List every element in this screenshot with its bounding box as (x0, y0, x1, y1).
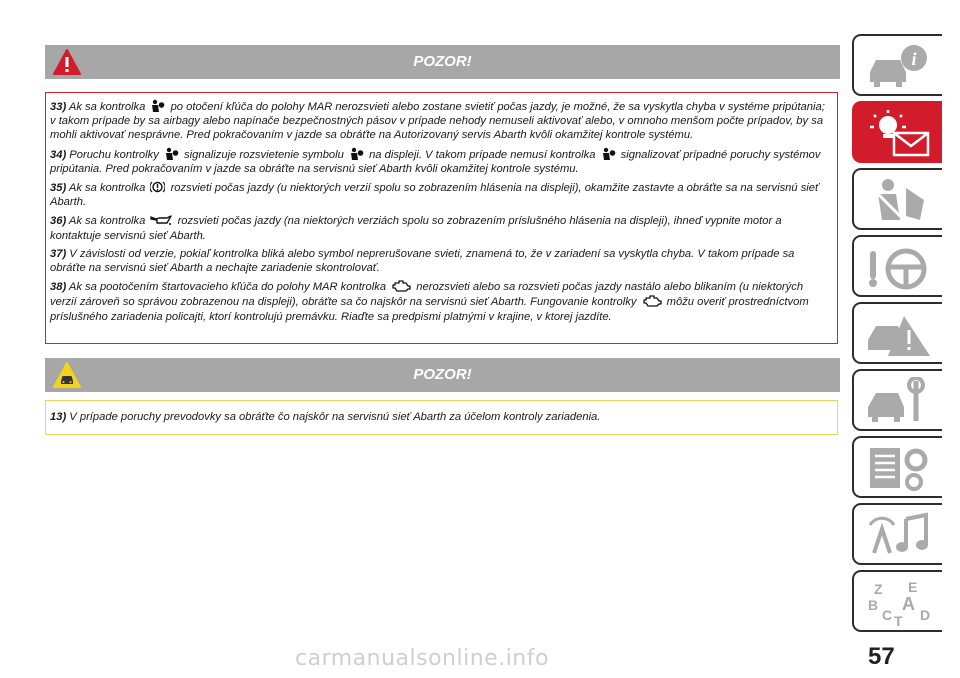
warning-box (45, 92, 838, 344)
paragraph-37 (50, 247, 831, 275)
caution-box (45, 400, 838, 435)
tab-car-info[interactable] (852, 34, 942, 96)
index-icon (866, 578, 932, 626)
tab-warning-lights[interactable] (852, 101, 942, 163)
index-letter: C (882, 607, 893, 623)
paragraph-text: Ak sa pootočením štartovacieho kľúča do polohy MAR kontrolka (68, 281, 387, 294)
watermark: carmanualsonline.info (295, 646, 549, 671)
paragraph-13 (50, 410, 831, 424)
paragraph-text: Ak sa kontrolka (68, 101, 146, 113)
oil-pressure-icon (150, 213, 172, 227)
paragraph-35 (50, 180, 831, 209)
maintenance-icon (866, 377, 932, 425)
paragraph-number: 37) (50, 247, 67, 260)
airbag-warning-icon (164, 147, 179, 161)
caution-header (45, 358, 840, 392)
index-letter: Z (874, 581, 883, 597)
paragraph-text: V prípade poruchy prevodovky sa obráťte čo najskôr na servisnú sieť Abarth za účelom kontroly zariadenia. (69, 411, 601, 423)
paragraph-34 (50, 147, 831, 176)
tab-index[interactable] (852, 570, 942, 632)
paragraph-text: na displeji. V takom prípade nemusí kontrolka (369, 148, 596, 161)
tab-maintenance[interactable] (852, 369, 942, 431)
engine-check-icon (391, 279, 411, 293)
svg-text:i: i (911, 49, 917, 69)
tab-multimedia[interactable] (852, 503, 942, 565)
airbag-warning-icon (349, 147, 364, 161)
paragraph-text: rozsvieti počas jazdy (na niektorých verziách spolu so zobrazením príslušného hlásenia na displeji), ihneď vypnite motor a kontaktuje servisnú sieť Abarth. (50, 215, 782, 242)
paragraph-text: nerozsvieti alebo sa rozsvieti počas jazdy nastálo alebo blikaním (u niektorých verzií zároveň so správou zobrazenou na displeji), obráťte sa čo najskôr na servisnú sieť Abarth. Fungovanie kontrolky (50, 281, 804, 309)
emergency-icon (866, 310, 932, 358)
paragraph-text: Ak sa kontrolka (68, 182, 146, 195)
technical-data-icon (866, 444, 932, 492)
paragraph-number: 35) (50, 182, 67, 195)
index-letter: D (920, 607, 931, 623)
steering-wheel-icon (866, 243, 932, 291)
warning-triangle-icon (53, 48, 81, 76)
tab-safety[interactable] (852, 168, 942, 230)
paragraph-text: V závislosti od verzie, pokiaľ kontrolka bliká alebo symbol neprerušovane svieti, znamená to, že v zariadení sa vyskytla chyba. V takom prípade sa obráťte na servisnú sieť Abarth a nechajte zariadenie skontrolovať. (50, 247, 795, 275)
warning-header (45, 45, 840, 79)
paragraph-text: Poruchu kontrolky (69, 148, 159, 161)
paragraph-36 (50, 213, 831, 242)
paragraph-text: po otočení kľúča do polohy MAR nerozsvieti alebo zostane svietiť počas jazdy, je možné, že sa vyskytla chyba v systéme pripútania; v takom prípade by sa airbagy alebo napínače bezpečnostných pásov v prípade nehody nemuseli aktivovať alebo, v omnoho menšom počte prípadov, by sa mohli aktivovať nesprávne. Pred pokračovaním v jazde sa obráťte na Autorizovaný servis Abarth kvôli okamžitej kontrole systému. (50, 101, 825, 142)
engine-check-icon (642, 294, 662, 308)
paragraph-number: 34) (50, 148, 67, 161)
car-info-icon (866, 42, 932, 90)
paragraph-38 (50, 279, 831, 324)
airbag-warning-icon (601, 147, 616, 161)
paragraph-text: môžu overiť prostredníctvom príslušného zariadenia policajti, ktorí kontrolujú premávku. Riaďte sa predpismi platnými v krajine, v ktorej jazdíte. (50, 296, 809, 323)
index-letter: E (908, 579, 918, 595)
airbag-warning-icon (150, 99, 165, 113)
warning-lights-icon (866, 109, 932, 157)
brake-warning-icon (150, 180, 165, 194)
page-number: 57 (868, 643, 895, 670)
tab-technical-data[interactable] (852, 436, 942, 498)
index-letter: A (902, 594, 915, 614)
paragraph-text: signalizuje rozsvietenie symbolu (184, 148, 344, 161)
paragraph-text: signalizovať prípadné poruchy systémov pripútania. Pred pokračovaním v jazde sa obráťte na servisnú sieť Abarth kvôli okamžitej kontrole systému. (50, 148, 821, 175)
paragraph-number: 13) (50, 411, 67, 423)
tab-driving[interactable] (852, 235, 942, 297)
paragraph-text: Ak sa kontrolka (68, 215, 146, 228)
multimedia-icon (866, 511, 932, 559)
paragraph-33 (50, 99, 831, 143)
warning-title: POZOR! (413, 53, 472, 70)
caution-title: POZOR! (413, 366, 472, 383)
index-letter: T (894, 613, 903, 626)
car-caution-icon (53, 361, 81, 389)
index-letter: B (868, 597, 879, 613)
paragraph-number: 33) (50, 101, 67, 113)
tab-emergency[interactable] (852, 302, 942, 364)
safety-icon (866, 176, 932, 224)
paragraph-number: 36) (50, 215, 67, 228)
paragraph-text: rozsvieti počas jazdy (u niektorých verzií spolu so zobrazením hlásenia na displeji), okamžite zastavte a obráťte sa na servisnú sieť Abarth. (50, 182, 819, 209)
paragraph-number: 38) (50, 281, 67, 294)
